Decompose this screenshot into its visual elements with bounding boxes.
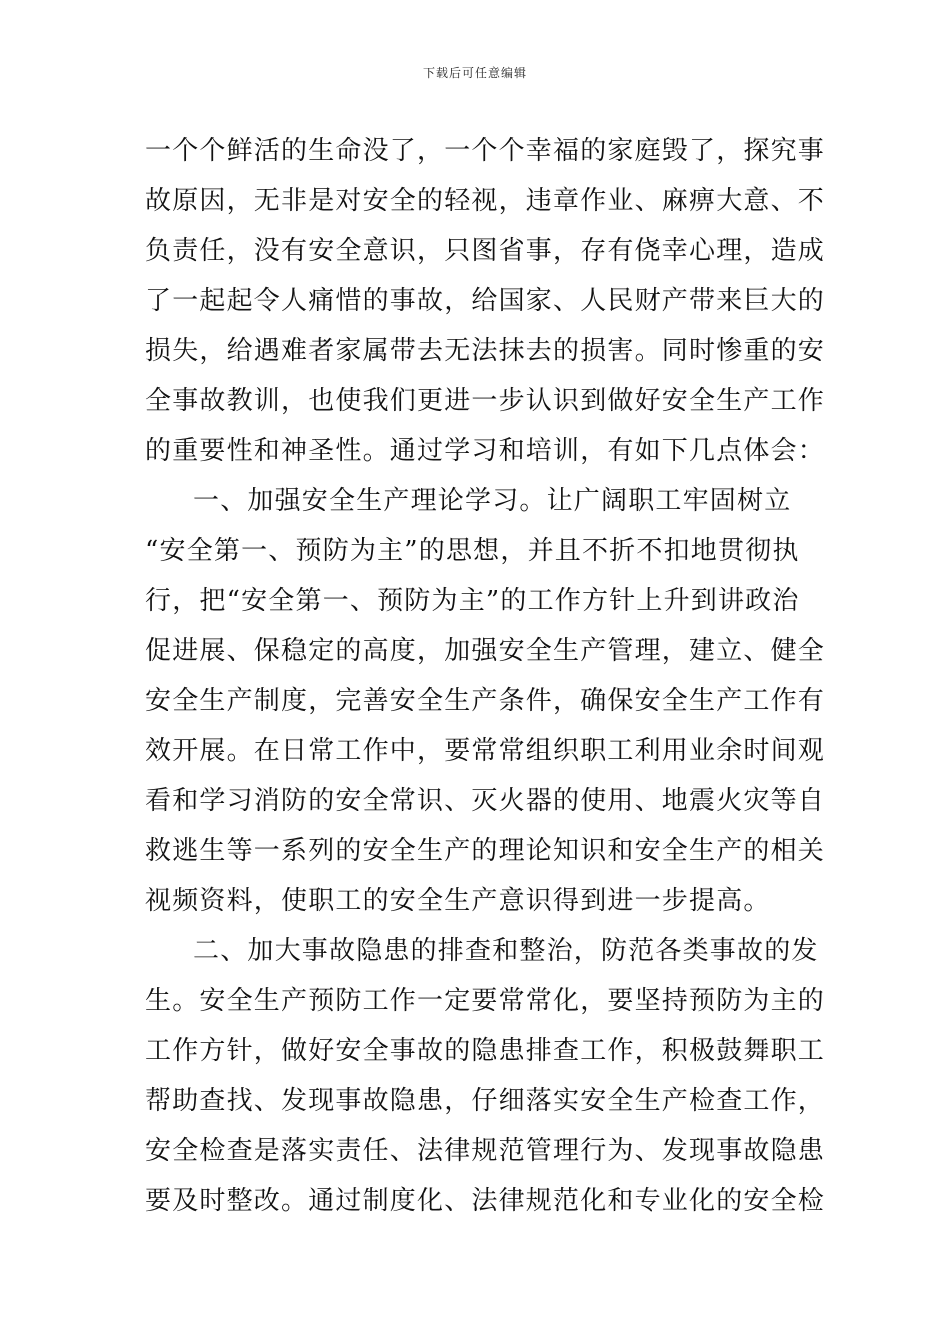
- text-line: 工作方针，做好安全事故的隐患排查工作，积极鼓舞职工: [145, 1036, 826, 1066]
- text-line: “安全第一、预防为主”的思想，并且不折不扣地贯彻执: [145, 536, 800, 566]
- body-text: [145, 126, 826, 1226]
- text-line: 负责任，没有安全意识，只图省事，存有侥幸心理，造成: [145, 236, 826, 266]
- text-line: 全事故教训，也使我们更进一步认识到做好安全生产工作: [145, 386, 826, 416]
- text-line: 的重要性和神圣性。通过学习和培训，有如下几点体会：: [145, 436, 826, 466]
- text-line: 行，把“安全第一、预防为主”的工作方针上升到讲政治: [145, 586, 800, 616]
- text-line: 促进展、保稳定的高度，加强安全生产管理，建立、健全: [145, 636, 826, 666]
- text-line: 看和学习消防的安全常识、灭火器的使用、地震火灾等自: [145, 786, 826, 816]
- page-header: 下载后可任意编辑: [422, 66, 527, 80]
- paragraph-start-line: 一、加强安全生产理论学习。让广阔职工牢固树立: [193, 486, 792, 516]
- text-line: 安全检查是落实责任、法律规范管理行为、发现事故隐患: [145, 1136, 826, 1166]
- text-line: 了一起起令人痛惜的事故，给国家、人民财产带来巨大的: [145, 286, 826, 316]
- text-line: 效开展。在日常工作中，要常常组织职工利用业余时间观: [145, 736, 826, 766]
- text-line: 损失，给遇难者家属带去无法抹去的损害。同时惨重的安: [145, 336, 826, 366]
- paragraph-start-line: 二、加大事故隐患的排查和整治，防范各类事故的发: [193, 936, 819, 966]
- text-line: 一个个鲜活的生命没了，一个个幸福的家庭毁了，探究事: [145, 136, 826, 166]
- text-line: 救逃生等一系列的安全生产的理论知识和安全生产的相关: [145, 836, 826, 866]
- text-line: 安全生产制度，完善安全生产条件，确保安全生产工作有: [145, 686, 826, 716]
- text-line: 帮助查找、发现事故隐患，仔细落实安全生产检查工作，: [145, 1086, 826, 1116]
- text-line: 要及时整改。通过制度化、法律规范化和专业化的安全检: [145, 1186, 826, 1216]
- text-line: 视频资料，使职工的安全生产意识得到进一步提高。: [145, 886, 771, 916]
- text-line: 故原因，无非是对安全的轻视，违章作业、麻痹大意、不: [145, 186, 826, 216]
- text-line: 生。安全生产预防工作一定要常常化，要坚持预防为主的: [145, 986, 826, 1016]
